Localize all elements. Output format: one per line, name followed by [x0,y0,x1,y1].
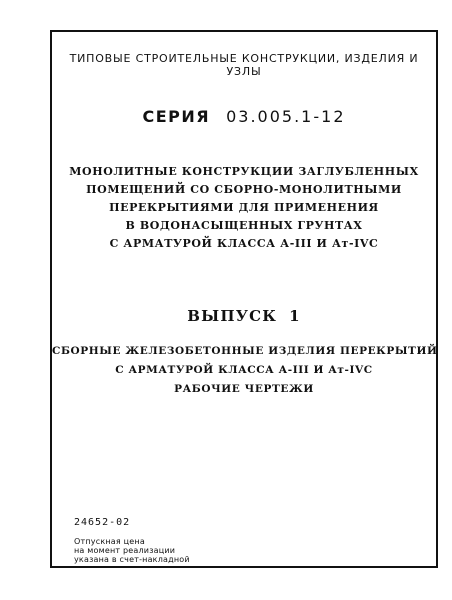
issue-label: ВЫПУСК [187,307,278,325]
series-description [52,163,436,253]
description-line: В ВОДОНАСЫЩЕННЫХ ГРУНТАХ [125,219,363,232]
issue-line [52,307,436,325]
title-frame [50,30,438,568]
price-note-line: указана в счет-накладной [74,555,190,564]
issue-description-line: СБОРНЫЕ ЖЕЛЕЗОБЕТОННЫЕ ИЗДЕЛИЯ ПЕРЕКРЫТИЙ [52,345,438,357]
description-line: ПЕРЕКРЫТИЯМИ ДЛЯ ПРИМЕНЕНИЯ [109,201,379,214]
series-code: 03.005.1-12 [226,107,346,126]
issue-description [52,342,436,399]
issue-number: 1 [289,307,301,325]
series-label: СЕРИЯ [142,107,211,126]
issue-description-line: РАБОЧИЕ ЧЕРТЕЖИ [174,383,314,395]
description-line: ПОМЕЩЕНИЙ СО СБОРНО-МОНОЛИТНЫМИ [86,183,402,196]
price-note-line: на момент реализации [74,546,176,555]
description-line: МОНОЛИТНЫЕ КОНСТРУКЦИИ ЗАГЛУБЛЕННЫХ [69,165,419,178]
price-note [74,537,190,564]
price-note-line: Отпускная цена [74,537,145,546]
issue-description-line: С АРМАТУРОЙ КЛАССА А-III И Ат-IVС [115,364,373,376]
description-line: С АРМАТУРОЙ КЛАССА А-III И Ат-IVС [109,237,379,250]
header-title: ТИПОВЫЕ СТРОИТЕЛЬНЫЕ КОНСТРУКЦИИ, ИЗДЕЛИЯ И УЗЛЫ [69,52,419,78]
inventory-stamp: 24652-02 [74,517,131,528]
series-line [52,107,436,126]
